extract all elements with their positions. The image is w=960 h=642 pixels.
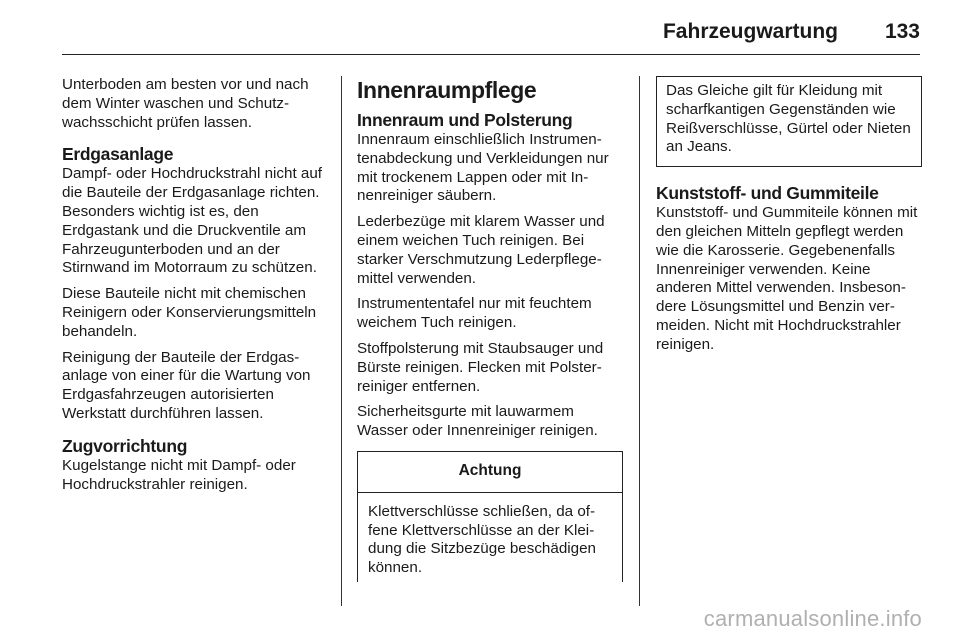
section-heading-kunststoff: Kunststoff- und Gummiteile (656, 183, 879, 204)
column-3 (656, 76, 922, 362)
watermark: carmanualsonline.info (703, 606, 922, 631)
warning-title: Achtung (358, 452, 622, 493)
column-divider-1 (341, 76, 342, 606)
section-heading-innenraumpflege: Innenraumpflege (357, 77, 537, 103)
erdgas-paragraph-2: Diese Bauteile nicht mit chemischen Reinigern oder Konservierungsmitteln behandeln. (62, 285, 317, 340)
innenraum-paragraph-5: Sicherheitsgurte mit lauwarmem Wasser oder Innenreiniger reinigen. (357, 403, 598, 440)
warning-box (357, 451, 623, 582)
section-heading-erdgasanlage: Erdgasanlage (62, 144, 174, 165)
subsection-heading-innenraum: Innenraum und Polsterung (357, 110, 573, 130)
column-1 (62, 76, 326, 501)
kunststoff-paragraph-1: Kunststoff- und Gummiteile können mit den gleichen Mitteln gepflegt werden wie die Karosserie. Gegebenenfalls Innenreiniger verwenden. Keine anderen Mittel verwenden. Insbesondere Lösungsmittel und Benzin vermeiden. Nicht mit Hochdruckstrahler reinigen. (656, 204, 918, 353)
warning-text: Klettverschlüsse schließen, da offene Klettverschlüsse an der Kleidung die Sitzbezüge beschädigen können. (368, 502, 596, 577)
innenraum-paragraph-2: Lederbezüge mit klarem Wasser und einem weichen Tuch reinigen. Bei starker Verschmutzung Lederpflegemittel verwenden. (357, 213, 605, 287)
page-header-title: Fahrzeugwartung (662, 20, 838, 43)
intro-paragraph: Unterboden am besten vor und nach dem Winter waschen und Schutzwachsschicht prüfen lassen. (62, 76, 309, 131)
innenraum-paragraph-4: Stoffpolsterung mit Staubsauger und Bürste reinigen. Flecken mit Polsterreiniger entfernen. (357, 339, 604, 395)
column-2 (357, 76, 623, 582)
column-divider-2 (639, 76, 640, 606)
innenraum-paragraph-1: Innenraum einschließlich Instrumentenabdeckung und Verkleidungen nur mit trockenem Lappen oder mit Innenreiniger säubern. (357, 131, 609, 205)
zug-paragraph-1: Kugelstange nicht mit Dampf- oder Hochdruckstrahler reinigen. (62, 456, 296, 493)
erdgas-paragraph-3: Reinigung der Bauteile der Erdgasanlage von einer für die Wartung von Erdgasfahrzeugen autorisierten Werkstatt durchführen lassen. (62, 348, 311, 422)
innenraum-paragraph-3: Instrumententafel nur mit feuchtem weichem Tuch reinigen. (357, 295, 592, 332)
warning-continuation-box: Das Gleiche gilt für Kleidung mit scharfkantigen Gegenständen wie Reißverschlüsse, Gürtel oder Nieten an Jeans. (656, 76, 922, 167)
erdgas-paragraph-1: Dampf- oder Hochdruckstrahl nicht auf die Bauteile der Erdgasanlage richten. Besonders wichtig ist es, den Erdgastank und die Druckventile am Fahrzeugunterboden und an der Stirnwand im Motorraum zu schützen. (62, 165, 322, 277)
section-heading-zugvorrichtung: Zugvorrichtung (62, 435, 188, 456)
page-number: 133 (884, 20, 920, 43)
page-header (62, 14, 920, 55)
